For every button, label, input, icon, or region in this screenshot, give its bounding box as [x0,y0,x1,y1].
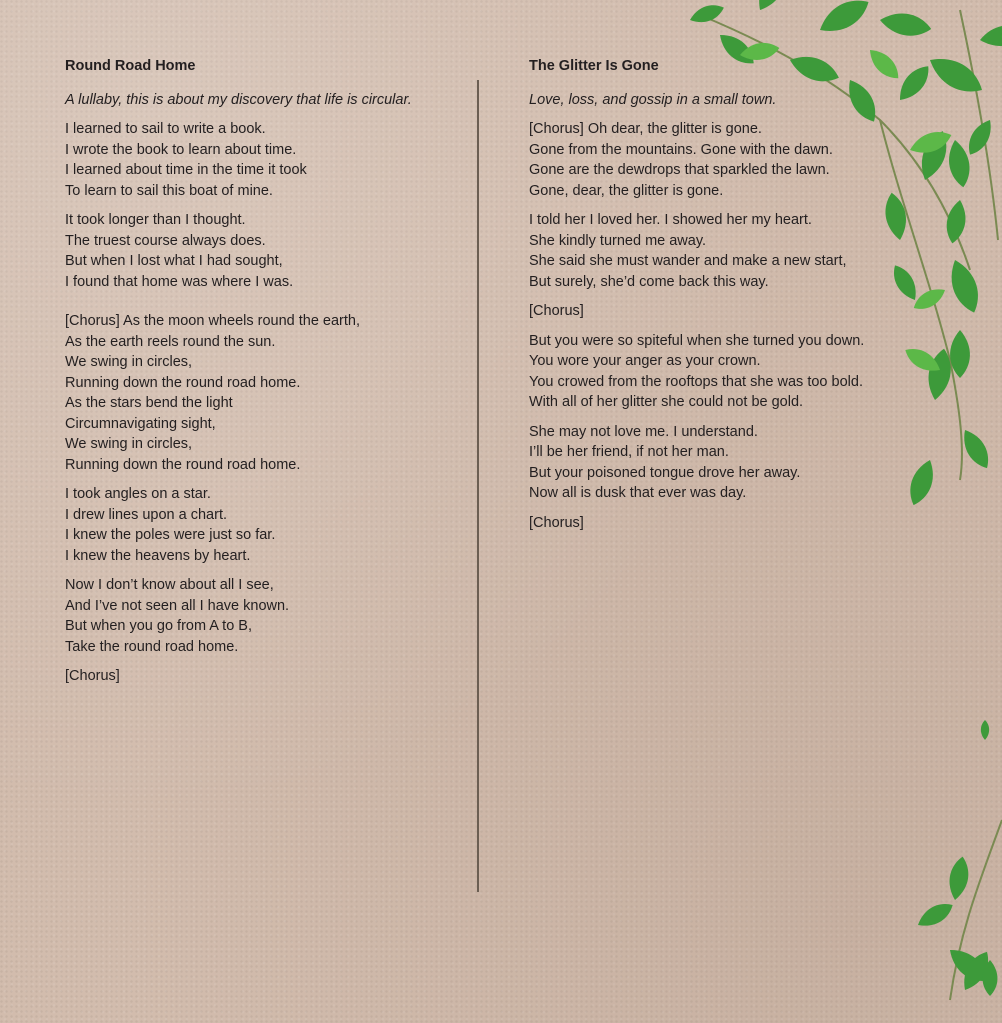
lyric-line: I took angles on a star. [65,486,211,502]
lyric-line: But when I lost what I had sought, [65,253,283,269]
lyric-line: But your poisoned tongue drove her away. [529,464,801,481]
stanza [65,575,470,657]
stanza [529,119,929,201]
right-song-subtitle: Love, loss, and gossip in a small town. [529,92,777,108]
lyric-line: Circumnavigating sight, [65,415,216,432]
lyric-line: I drew lines upon a chart. [65,506,228,523]
lyric-line: [Chorus] Oh dear, the glitter is gone. [529,121,762,137]
stanza [529,301,929,322]
left-song-subtitle: A lullaby, this is about my discovery that life is circular. [65,92,412,108]
stanza [529,422,929,504]
right-song-title: The Glitter Is Gone [529,58,659,74]
lyric-line: I knew the heavens by heart. [65,547,251,564]
lyric-line: Gone, dear, the glitter is gone. [529,182,724,199]
lyric-line: We swing in circles, [65,436,193,452]
lyric-line: I’ll be her friend, if not her man. [529,444,729,460]
stanza [65,210,470,292]
stanza [65,484,470,566]
lyric-line: We swing in circles, [65,354,193,370]
stanza [529,513,929,534]
lyric-line: Now I don’t know about all I see, [65,577,274,593]
left-column [65,55,470,696]
lyric-line: Running down the round road home. [65,456,301,473]
lyric-line: [Chorus] [65,668,120,684]
lyric-line: Gone from the mountains. Gone with the dawn. [529,141,833,158]
lyric-line: The truest course always does. [65,232,266,249]
lyric-line: But surely, she’d come back this way. [529,273,769,290]
lyric-line: Gone are the dewdrops that sparkled the lawn. [529,162,830,178]
lyric-line: But you were so spiteful when she turned you down. [529,332,865,349]
lyric-line: Take the round road home. [65,638,239,655]
lyric-line: She kindly turned me away. [529,232,707,249]
lyric-line: It took longer than I thought. [65,212,246,228]
stanza [529,331,929,413]
lyric-line: But when you go from A to B, [65,618,252,634]
left-song-lyrics [65,119,470,687]
lyric-line: I found that home was where I was. [65,273,294,290]
stanza [529,210,929,292]
right-column [529,55,929,542]
lyric-line: [Chorus] [529,303,584,319]
lyric-line: You crowed from the rooftops that she was too bold. [529,373,863,390]
lyric-line: She said she must wander and make a new start, [529,253,847,269]
lyric-line: I told her I loved her. I showed her my heart. [529,212,812,228]
lyric-line: Running down the round road home. [65,374,301,391]
left-song-title: Round Road Home [65,58,196,74]
stanza [65,666,470,687]
lyric-line: You wore your anger as your crown. [529,353,761,369]
lyric-line: As the earth reels round the sun. [65,333,276,350]
lyric-line: [Chorus] [529,514,584,531]
lyric-line: I learned to sail to write a book. [65,121,266,137]
lyric-line: As the stars bend the light [65,395,233,411]
lyric-line: Now all is dusk that ever was day. [529,485,747,501]
lyric-line: And I’ve not seen all I have known. [65,597,290,614]
lyric-line: [Chorus] As the moon wheels round the earth, [65,313,361,329]
lyric-line: With all of her glitter she could not be gold. [529,394,804,410]
stanza [65,311,470,475]
lyric-line: I wrote the book to learn about time. [65,141,297,158]
stanza [65,119,470,201]
lyric-line: I learned about time in the time it took [65,162,307,178]
lyric-line: She may not love me. I understand. [529,423,758,440]
right-song-lyrics [529,119,929,533]
lyric-line: To learn to sail this boat of mine. [65,182,273,199]
column-divider [477,80,479,892]
lyric-line: I knew the poles were just so far. [65,527,276,543]
